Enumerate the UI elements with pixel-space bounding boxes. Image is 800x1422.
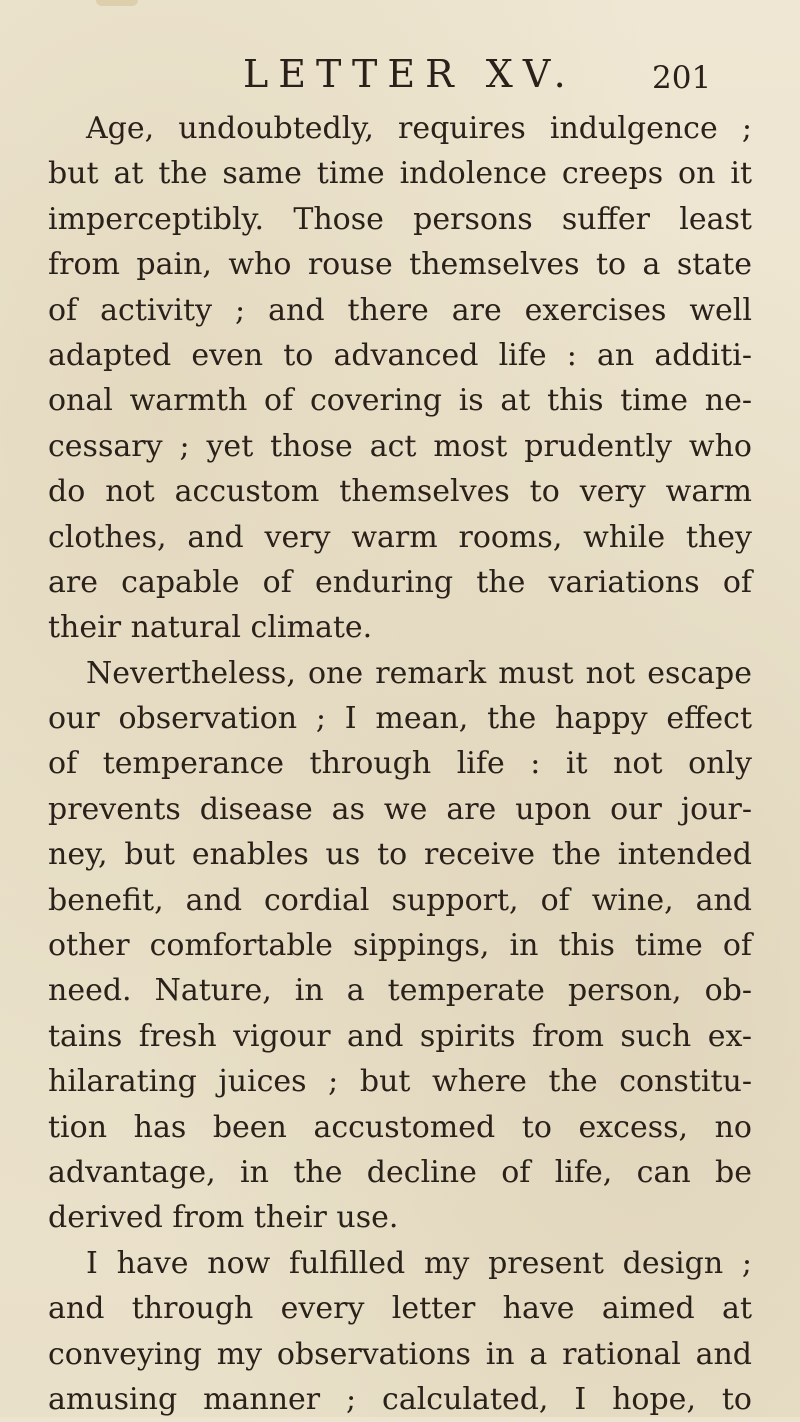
text-line: from pain, who rouse themselves to a state [48,247,752,283]
text-line: our observation ; I mean, the happy effect [48,701,752,737]
text-line: clothes, and very warm rooms, while they [48,519,752,555]
text-line: hilarating juices ; but where the constitu- [48,1064,752,1100]
text-line: need. Nature, in a temperate person, ob- [48,973,752,1009]
text-line: Age, undoubtedly, requires indulgence ; [86,111,752,146]
text-line: I have now fulfilled my present design ; [86,1245,752,1281]
text-line: advantage, in the decline of life, can be [48,1154,752,1190]
page-stain [96,0,138,6]
text-line: tion has been accustomed to excess, no [48,1109,752,1145]
text-line: conveying my observations in a rational and [48,1336,752,1372]
text-line: prevents disease as we are upon our jour- [48,791,752,827]
text-line: their natural climate. [48,610,373,646]
body-text [48,106,752,1422]
text-line: do not accustom themselves to very warm [48,474,752,510]
running-head: LETTER XV. [243,52,576,96]
text-line: of activity ; and there are exercises well [48,292,752,328]
text-line: of temperance through life : it not only [48,746,752,782]
text-line: imperceptibly. Those persons suffer least [48,201,752,237]
text-line: but at the same time indolence creeps on it [48,156,752,192]
text-line: are capable of enduring the variations of [48,564,752,600]
text-line: derived from their use. [48,1200,399,1236]
text-line: amusing manner ; calculated, I hope, to [48,1381,752,1417]
text-line: Nevertheless, one remark must not escape [86,655,752,691]
text-line: benefit, and cordial support, of wine, and [48,882,752,918]
text-line: cessary ; yet those act most prudently who [48,428,752,464]
page-number: 201 [652,60,712,96]
text-line: ney, but enables us to receive the intended [48,837,752,873]
text-line: other comfortable sippings, in this time of [48,928,752,964]
text-line: and through every letter have aimed at [48,1291,752,1327]
page-header [0,52,800,96]
text-line: adapted even to advanced life : an additi- [48,337,752,373]
text-line: tains fresh vigour and spirits from such ex- [48,1018,752,1054]
text-line: onal warmth of covering is at this time ne- [48,383,752,419]
